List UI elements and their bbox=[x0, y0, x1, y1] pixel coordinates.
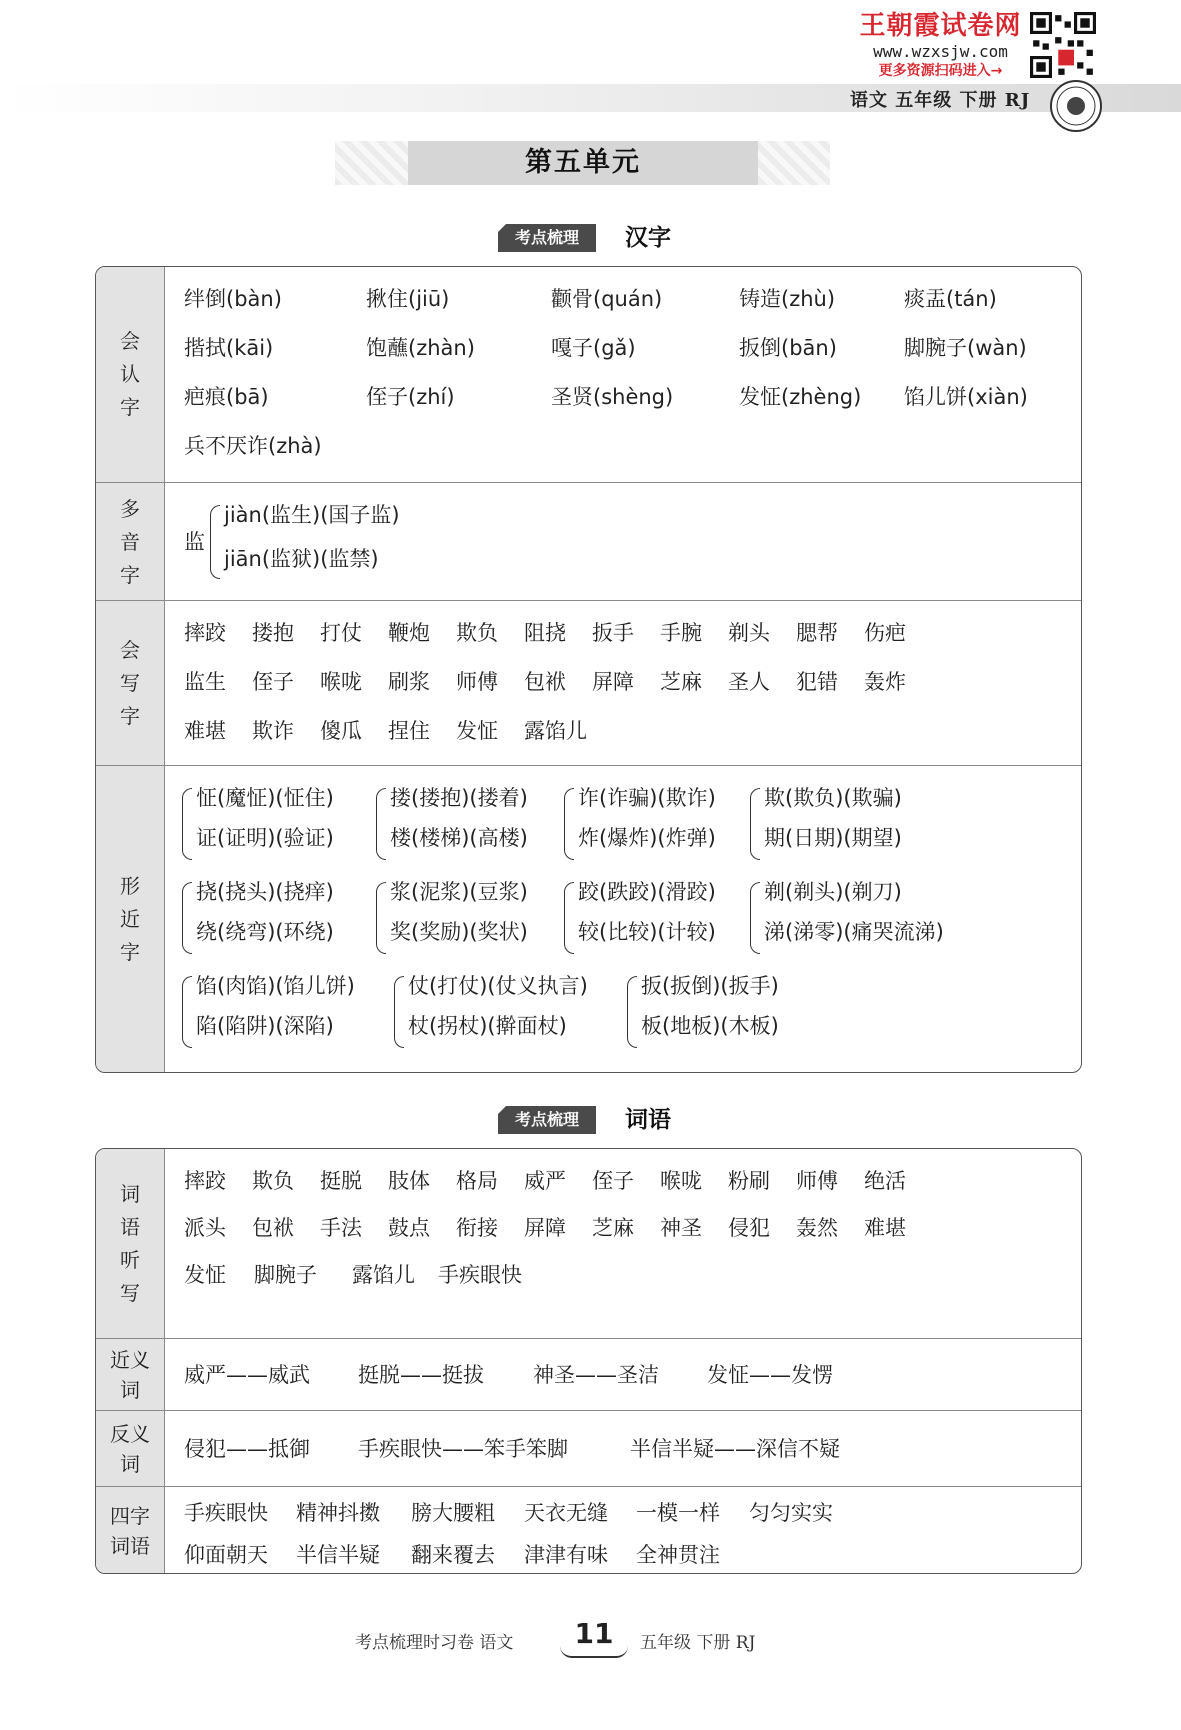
label-char: 近 bbox=[120, 907, 140, 931]
list-item: 师傅 bbox=[796, 1169, 838, 1193]
similar-pair-item: 杖(拐杖)(擀面杖) bbox=[408, 1014, 567, 1038]
list-item: 轰炸 bbox=[864, 670, 906, 694]
brace-icon bbox=[376, 788, 386, 860]
similar-pair-item: 奖(奖励)(奖状) bbox=[390, 920, 528, 944]
row-label bbox=[96, 483, 165, 601]
list-item: 全神贯注 bbox=[636, 1543, 720, 1567]
list-item: 手法 bbox=[320, 1216, 362, 1240]
ciyu-table bbox=[95, 1148, 1082, 1574]
list-item: 脚腕子 bbox=[254, 1263, 317, 1287]
list-item: 津津有味 bbox=[524, 1543, 608, 1567]
label-char: 字 bbox=[120, 562, 140, 587]
brace-icon bbox=[564, 882, 574, 954]
list-item: 喉咙 bbox=[660, 1169, 702, 1193]
list-item: 手腕 bbox=[660, 621, 702, 645]
list-item: 搂抱 bbox=[252, 621, 294, 645]
list-item: 膀大腰粗 bbox=[411, 1501, 495, 1525]
label-char: 多 bbox=[120, 496, 140, 521]
list-item: 犯错 bbox=[796, 670, 838, 694]
brace-icon bbox=[210, 505, 220, 579]
list-item: 一模一样 bbox=[636, 1501, 720, 1525]
list-item: 摔跤 bbox=[184, 621, 226, 645]
similar-pair-item: 挠(挠头)(挠痒) bbox=[196, 880, 334, 904]
list-item: 揩拭(kāi) bbox=[184, 336, 274, 360]
similar-pair-item: 楼(楼梯)(高楼) bbox=[390, 826, 528, 850]
list-item: 刷浆 bbox=[388, 670, 430, 694]
polyphonic-char: 监 bbox=[184, 530, 205, 554]
section-tag: 考点梳理 bbox=[498, 224, 596, 252]
list-item: 饱蘸(zhàn) bbox=[366, 336, 475, 360]
row-similar-chars bbox=[96, 765, 1081, 1073]
label-char: 词 bbox=[120, 1378, 140, 1402]
list-item: 剃头 bbox=[728, 621, 770, 645]
similar-pair-item: 证(证明)(验证) bbox=[196, 826, 334, 850]
list-item: 脚腕子(wàn) bbox=[904, 336, 1027, 360]
footer-left: 考点梳理时习卷 语文 bbox=[355, 1633, 514, 1653]
list-item: 半信半疑——深信不疑 bbox=[630, 1437, 840, 1461]
book-info: 语文 五年级 下册 RJ bbox=[850, 90, 1031, 111]
brace-icon bbox=[627, 976, 637, 1048]
brand-logo: 王朝霞试卷网 bbox=[859, 11, 1022, 41]
list-item: 挺脱 bbox=[320, 1169, 362, 1193]
section-heading-hanzi bbox=[0, 222, 1181, 256]
list-item: 粉刷 bbox=[728, 1169, 770, 1193]
seal-icon bbox=[1050, 80, 1102, 132]
label-char: 会 bbox=[120, 329, 140, 353]
row-label bbox=[96, 1411, 165, 1487]
section-title: 词语 bbox=[625, 1107, 671, 1133]
label-char: 字 bbox=[120, 940, 140, 964]
list-item: 威严——威武 bbox=[184, 1363, 310, 1387]
list-item: 欺诈 bbox=[252, 719, 294, 743]
stamp-icon bbox=[1052, 82, 1100, 130]
footer-right: 五年级 下册 RJ bbox=[640, 1633, 756, 1653]
list-item: 露馅儿 bbox=[524, 719, 587, 743]
list-item: 轰然 bbox=[796, 1216, 838, 1240]
list-item: 手疾眼快 bbox=[438, 1263, 522, 1287]
list-item: 芝麻 bbox=[592, 1216, 634, 1240]
unit-title: 第五单元 bbox=[408, 141, 758, 185]
row-label bbox=[96, 1487, 165, 1574]
list-item: 翻来覆去 bbox=[411, 1543, 495, 1567]
label-char: 形 bbox=[120, 874, 140, 898]
list-item: 派头 bbox=[184, 1216, 226, 1240]
row-label bbox=[96, 601, 165, 766]
list-item: 嘎子(gǎ) bbox=[551, 336, 636, 360]
list-item: 发怔(zhèng) bbox=[739, 385, 862, 409]
list-item: 包袱 bbox=[524, 670, 566, 694]
row-synonyms bbox=[96, 1338, 1081, 1411]
list-item: 绝活 bbox=[864, 1169, 906, 1193]
row-polyphonic bbox=[96, 482, 1081, 601]
list-item: 匀匀实实 bbox=[749, 1501, 833, 1525]
list-item: 颧骨(quán) bbox=[551, 287, 663, 311]
list-item: 鼓点 bbox=[388, 1216, 430, 1240]
list-item: 师傅 bbox=[456, 670, 498, 694]
list-item: 露馅儿 bbox=[352, 1263, 415, 1287]
list-item: 难堪 bbox=[184, 719, 226, 743]
row-antonyms bbox=[96, 1410, 1081, 1487]
list-item: 侵犯——抵御 bbox=[184, 1437, 310, 1461]
book-icon bbox=[560, 1646, 628, 1658]
list-item: 发怔——发愣 bbox=[707, 1363, 833, 1387]
brace-icon bbox=[182, 976, 192, 1048]
brand-url[interactable]: www.wzxsjw.com bbox=[873, 42, 1008, 61]
list-item: 欺负 bbox=[252, 1169, 294, 1193]
list-item: 捏住 bbox=[388, 719, 430, 743]
label-char: 写 bbox=[120, 1280, 140, 1305]
list-item: 侵犯 bbox=[728, 1216, 770, 1240]
list-item: 挺脱——挺拔 bbox=[358, 1363, 484, 1387]
list-item: 傻瓜 bbox=[320, 719, 362, 743]
qr-code-icon[interactable] bbox=[1030, 12, 1096, 78]
similar-pair-item: 诈(诈骗)(欺诈) bbox=[578, 786, 716, 810]
row-idioms bbox=[96, 1486, 1081, 1574]
similar-pair-item: 期(日期)(期望) bbox=[764, 826, 902, 850]
similar-pair-item: 剃(剃头)(剃刀) bbox=[764, 880, 902, 904]
similar-pair-item: 浆(泥浆)(豆浆) bbox=[390, 880, 528, 904]
label-char: 词 bbox=[120, 1181, 140, 1206]
label-char: 听 bbox=[120, 1247, 140, 1272]
similar-pair-item: 馅(肉馅)(馅儿饼) bbox=[196, 974, 355, 998]
list-item: 腮帮 bbox=[796, 621, 838, 645]
section-tag: 考点梳理 bbox=[498, 1106, 596, 1134]
label-char: 字 bbox=[120, 395, 140, 419]
similar-pair-item: 跤(跌跤)(滑跤) bbox=[578, 880, 716, 904]
list-item: 格局 bbox=[456, 1169, 498, 1193]
list-item: 发怔 bbox=[184, 1263, 226, 1287]
list-item: 天衣无缝 bbox=[524, 1501, 608, 1525]
row-dictation bbox=[96, 1149, 1081, 1338]
list-item: 精神抖擞 bbox=[296, 1501, 380, 1525]
brace-icon bbox=[182, 882, 192, 954]
similar-pair-item: 陷(陷阱)(深陷) bbox=[196, 1014, 334, 1038]
list-item: 监生 bbox=[184, 670, 226, 694]
label-char: 认 bbox=[120, 362, 140, 386]
brace-icon bbox=[182, 788, 192, 860]
brace-icon bbox=[750, 788, 760, 860]
list-item: 手疾眼快——笨手笨脚 bbox=[358, 1437, 568, 1461]
list-item: 摔跤 bbox=[184, 1169, 226, 1193]
list-item: 馅儿饼(xiàn) bbox=[904, 385, 1028, 409]
label-char: 会 bbox=[120, 638, 140, 662]
label-char: 近义 bbox=[110, 1348, 150, 1372]
row-read-chars bbox=[96, 267, 1081, 482]
section-title: 汉字 bbox=[625, 225, 671, 251]
similar-pair-item: 仗(打仗)(仗义执言) bbox=[408, 974, 588, 998]
brace-icon bbox=[564, 788, 574, 860]
list-item: 侄子 bbox=[252, 670, 294, 694]
label-char: 音 bbox=[120, 529, 140, 554]
label-char: 词语 bbox=[110, 1533, 150, 1558]
list-item: 半信半疑 bbox=[296, 1543, 380, 1567]
list-item: 芝麻 bbox=[660, 670, 702, 694]
similar-pair-item: 欺(欺负)(欺骗) bbox=[764, 786, 902, 810]
similar-pair-item: 板(地板)(木板) bbox=[641, 1014, 779, 1038]
list-item: 伤疤 bbox=[864, 621, 906, 645]
list-item: 欺负 bbox=[456, 621, 498, 645]
list-item: 手疾眼快 bbox=[184, 1501, 268, 1525]
list-item: 圣贤(shèng) bbox=[551, 385, 674, 409]
brace-icon bbox=[394, 976, 404, 1048]
list-item: 铸造(zhù) bbox=[739, 287, 836, 311]
label-char: 四字 bbox=[110, 1503, 150, 1528]
list-item: 扳倒(bān) bbox=[739, 336, 837, 360]
list-item: 痰盂(tán) bbox=[904, 287, 997, 311]
row-label bbox=[96, 1149, 165, 1338]
row-label bbox=[96, 766, 165, 1073]
label-char: 词 bbox=[120, 1452, 140, 1476]
list-item: 屏障 bbox=[592, 670, 634, 694]
list-item: 疤痕(bā) bbox=[184, 385, 269, 409]
reading-item: jiān(监狱)(监禁) bbox=[224, 547, 379, 571]
similar-pair-item: 炸(爆炸)(炸弹) bbox=[578, 826, 716, 850]
row-label bbox=[96, 267, 165, 482]
similar-pair-item: 绕(绕弯)(环绕) bbox=[196, 920, 334, 944]
label-char: 写 bbox=[120, 671, 140, 695]
list-item: 仰面朝天 bbox=[184, 1543, 268, 1567]
brace-icon bbox=[376, 882, 386, 954]
hanzi-table bbox=[95, 266, 1082, 1073]
row-label bbox=[96, 1339, 165, 1411]
list-item: 威严 bbox=[524, 1169, 566, 1193]
list-item: 神圣 bbox=[660, 1216, 702, 1240]
similar-pair-item: 扳(扳倒)(扳手) bbox=[641, 974, 779, 998]
list-item: 难堪 bbox=[864, 1216, 906, 1240]
list-item: 侄子 bbox=[592, 1169, 634, 1193]
list-item: 包袱 bbox=[252, 1216, 294, 1240]
label-char: 反义 bbox=[110, 1422, 150, 1446]
list-item: 揪住(jiū) bbox=[366, 287, 450, 311]
reading-item: jiàn(监生)(国子监) bbox=[224, 503, 400, 527]
similar-pair-item: 怔(魔怔)(怔住) bbox=[196, 786, 334, 810]
list-item: 绊倒(bàn) bbox=[184, 287, 282, 311]
similar-pair-item: 较(比较)(计较) bbox=[578, 920, 716, 944]
section-heading-ciyu bbox=[0, 1104, 1181, 1138]
list-item: 圣人 bbox=[728, 670, 770, 694]
list-item: 阻挠 bbox=[524, 621, 566, 645]
list-item: 兵不厌诈(zhà) bbox=[184, 434, 322, 458]
list-item: 神圣——圣洁 bbox=[533, 1363, 659, 1387]
list-item: 扳手 bbox=[592, 621, 634, 645]
list-item: 鞭炮 bbox=[388, 621, 430, 645]
similar-pair-item: 搂(搂抱)(搂着) bbox=[390, 786, 528, 810]
list-item: 侄子(zhí) bbox=[366, 385, 455, 409]
brand-tagline: 更多资源扫码进入→ bbox=[878, 63, 1003, 79]
page-number: 11 bbox=[574, 1617, 614, 1650]
list-item: 发怔 bbox=[456, 719, 498, 743]
list-item: 喉咙 bbox=[320, 670, 362, 694]
list-item: 屏障 bbox=[524, 1216, 566, 1240]
brace-icon bbox=[750, 882, 760, 954]
list-item: 肢体 bbox=[388, 1169, 430, 1193]
label-char: 语 bbox=[120, 1214, 140, 1239]
list-item: 衔接 bbox=[456, 1216, 498, 1240]
brand-block bbox=[853, 10, 1028, 80]
similar-pair-item: 涕(涕零)(痛哭流涕) bbox=[764, 920, 944, 944]
row-write-chars bbox=[96, 600, 1081, 766]
list-item: 打仗 bbox=[320, 621, 362, 645]
label-char: 字 bbox=[120, 704, 140, 728]
